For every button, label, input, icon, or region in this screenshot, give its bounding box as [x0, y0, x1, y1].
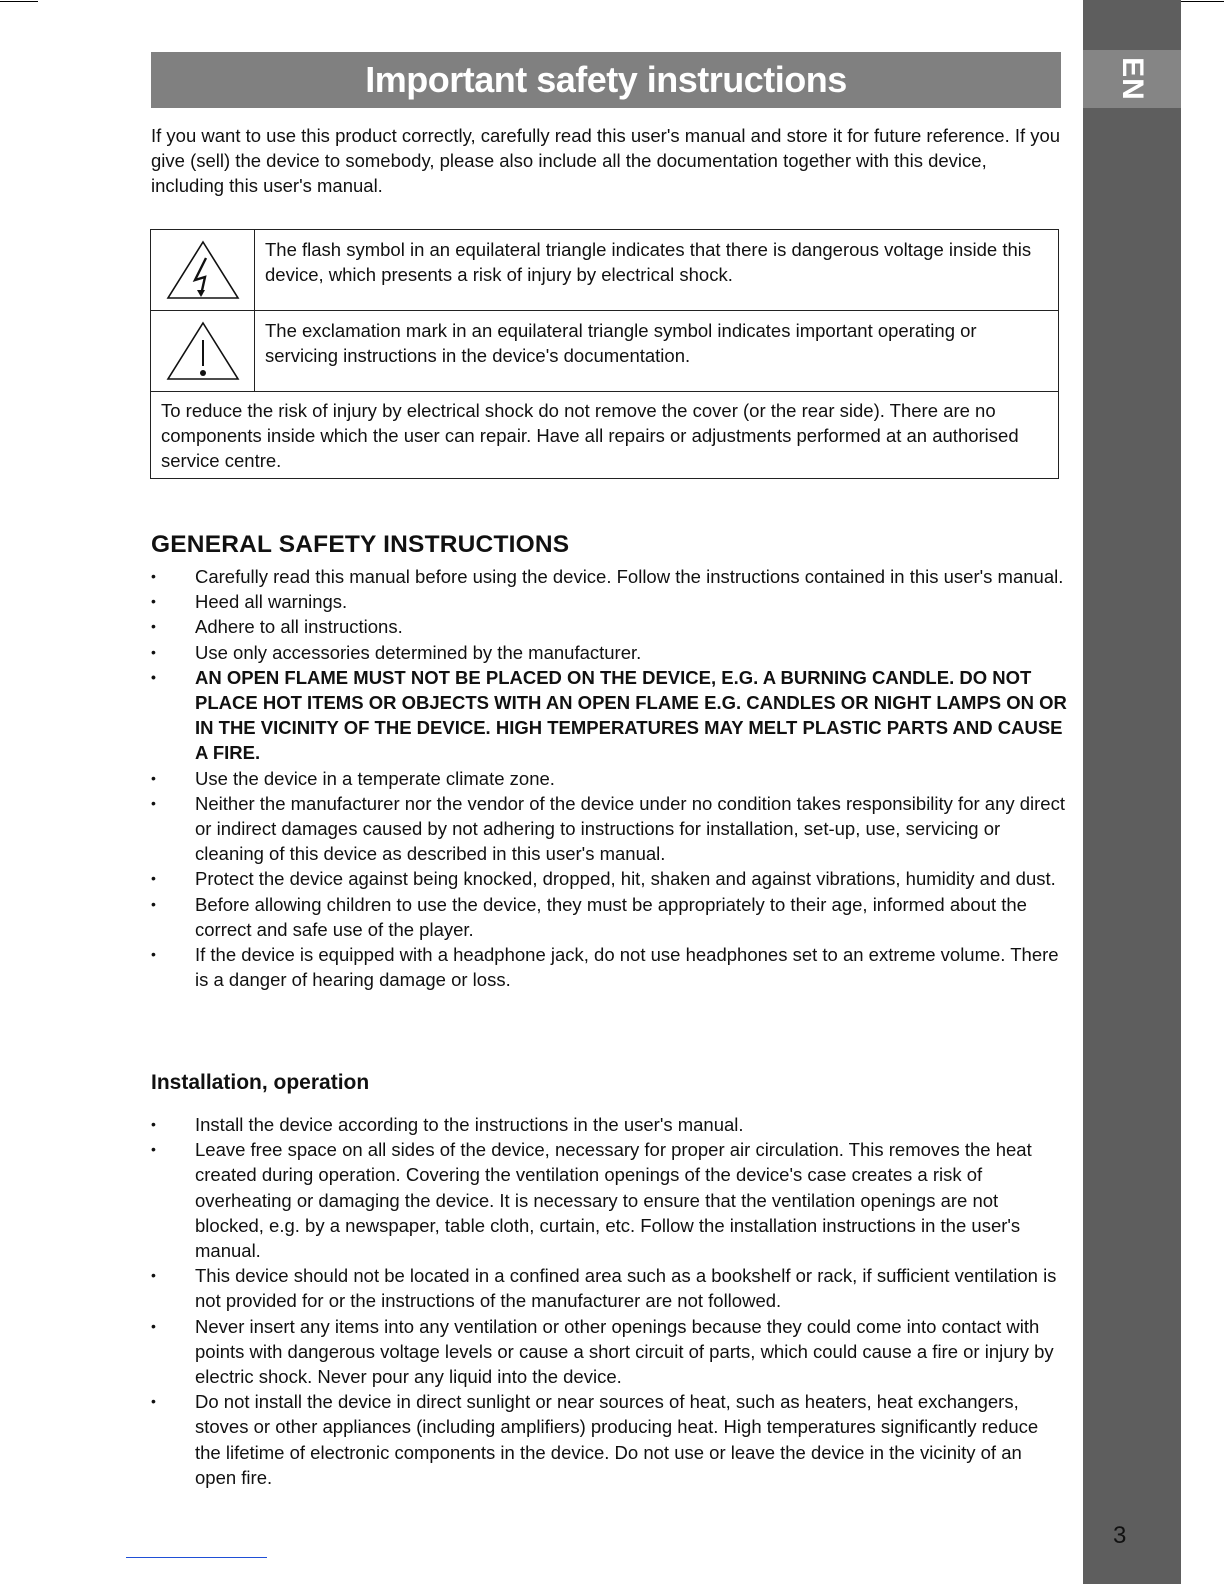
shock-warning-note: To reduce the risk of injury by electrical shock do not remove the cover (or the rear side). There are no components inside which the user can repair. Have all repairs or adjustments performed at an authorised service centre.: [161, 400, 1019, 472]
intro-paragraph: If you want to use this product correctly, carefully read this user's manual and store it for future reference. If you give (sell) the device to somebody, please also include all the documentation together with this device, including this user's manual.: [151, 125, 1061, 197]
crop-mark-right: [1176, 1, 1224, 2]
general-safety-heading: GENERAL SAFETY INSTRUCTIONS: [151, 531, 570, 558]
language-tab: [1083, 50, 1181, 108]
list-item: • Protect the device against being knocked, dropped, hit, shaken and against vibrations, humidity and dust.: [151, 866, 1067, 891]
list-item: • Before allowing children to use the device, they must be appropriately to their age, informed about the correct and safe use of the player.: [151, 892, 1067, 942]
list-item: • Leave free space on all sides of the device, necessary for proper air circulation. This removes the heat created during operation. Covering the ventilation openings of the device's case creates a risk of overheating or damaging the device. It is necessary to ensure that the ventilation openings are not blocked, e.g. by a newspaper, table cloth, curtain, etc. Follow the installation instructions in the user's manual.: [151, 1137, 1067, 1263]
language-label: EN: [1116, 57, 1149, 101]
list-item: • If the device is equipped with a headphone jack, do not use headphones set to an extreme volume. There is a danger of hearing damage or loss.: [151, 942, 1067, 992]
list-item: • Use only accessories determined by the manufacturer.: [151, 640, 1067, 665]
footer-rule: [126, 1557, 267, 1558]
list-item: • Adhere to all instructions.: [151, 614, 1067, 639]
list-item: • Install the device according to the instructions in the user's manual.: [151, 1112, 1067, 1137]
list-item: • Use the device in a temperate climate zone.: [151, 766, 1067, 791]
list-item-fire-warning: • AN OPEN FLAME MUST NOT BE PLACED ON THE DEVICE, E.G. A BURNING CANDLE. DO NOT PLACE HOT ITEMS OR OBJECTS WITH AN OPEN FLAME E.G. CANDLES OR NIGHT LAMPS ON OR IN THE VICINITY OF THE DEVICE. HIGH TEMPERATURES MAY MELT PLASTIC PARTS AND CAUSE A FIRE.: [151, 665, 1067, 766]
lightning-warning-icon: [151, 230, 255, 310]
list-item: • This device should not be located in a confined area such as a bookshelf or rack, if sufficient ventilation is not provided for or the instructions of the manufacturer are not followed.: [151, 1263, 1067, 1313]
list-item: • Heed all warnings.: [151, 589, 1067, 614]
exclamation-symbol-text: The exclamation mark in an equilateral triangle symbol indicates important operating or servicing instructions in the device's documentation.: [265, 320, 977, 367]
installation-heading: Installation, operation: [151, 1071, 370, 1094]
language-sidebar: [1083, 0, 1181, 1584]
lightning-symbol-text: The flash symbol in an equilateral triangle indicates that there is dangerous voltage inside this device, which presents a risk of injury by electrical shock.: [265, 239, 1032, 286]
list-item: • Never insert any items into any ventilation or other openings because they could come into contact with points with dangerous voltage levels or cause a short circuit of parts, which could cause a fire or injury by electric shock. Never pour any liquid into the device.: [151, 1314, 1067, 1390]
installation-list: [151, 1112, 1067, 1490]
symbol-row-lightning: [151, 230, 1058, 311]
exclamation-warning-icon: [151, 311, 255, 391]
list-item: • Do not install the device in direct sunlight or near sources of heat, such as heaters, heat exchangers, stoves or other appliances (including amplifiers) producing heat. High temperatures significantly reduce the lifetime of electronic components in the device. Do not use or leave the device in the vicinity of an open fire.: [151, 1389, 1067, 1490]
page-number: 3: [1113, 1522, 1127, 1549]
crop-mark-left: [0, 1, 38, 2]
page-title: Important safety instructions: [151, 52, 1061, 108]
general-safety-list: [151, 564, 1067, 992]
list-item: • Carefully read this manual before using the device. Follow the instructions contained in this user's manual.: [151, 564, 1067, 589]
list-item: • Neither the manufacturer nor the vendor of the device under no condition takes responsibility for any direct or indirect damages caused by not adhering to instructions for installation, set-up, use, servicing or cleaning of this device as described in this user's manual.: [151, 791, 1067, 867]
warning-symbols-table: [150, 229, 1059, 479]
symbol-row-exclamation: [151, 311, 1058, 392]
